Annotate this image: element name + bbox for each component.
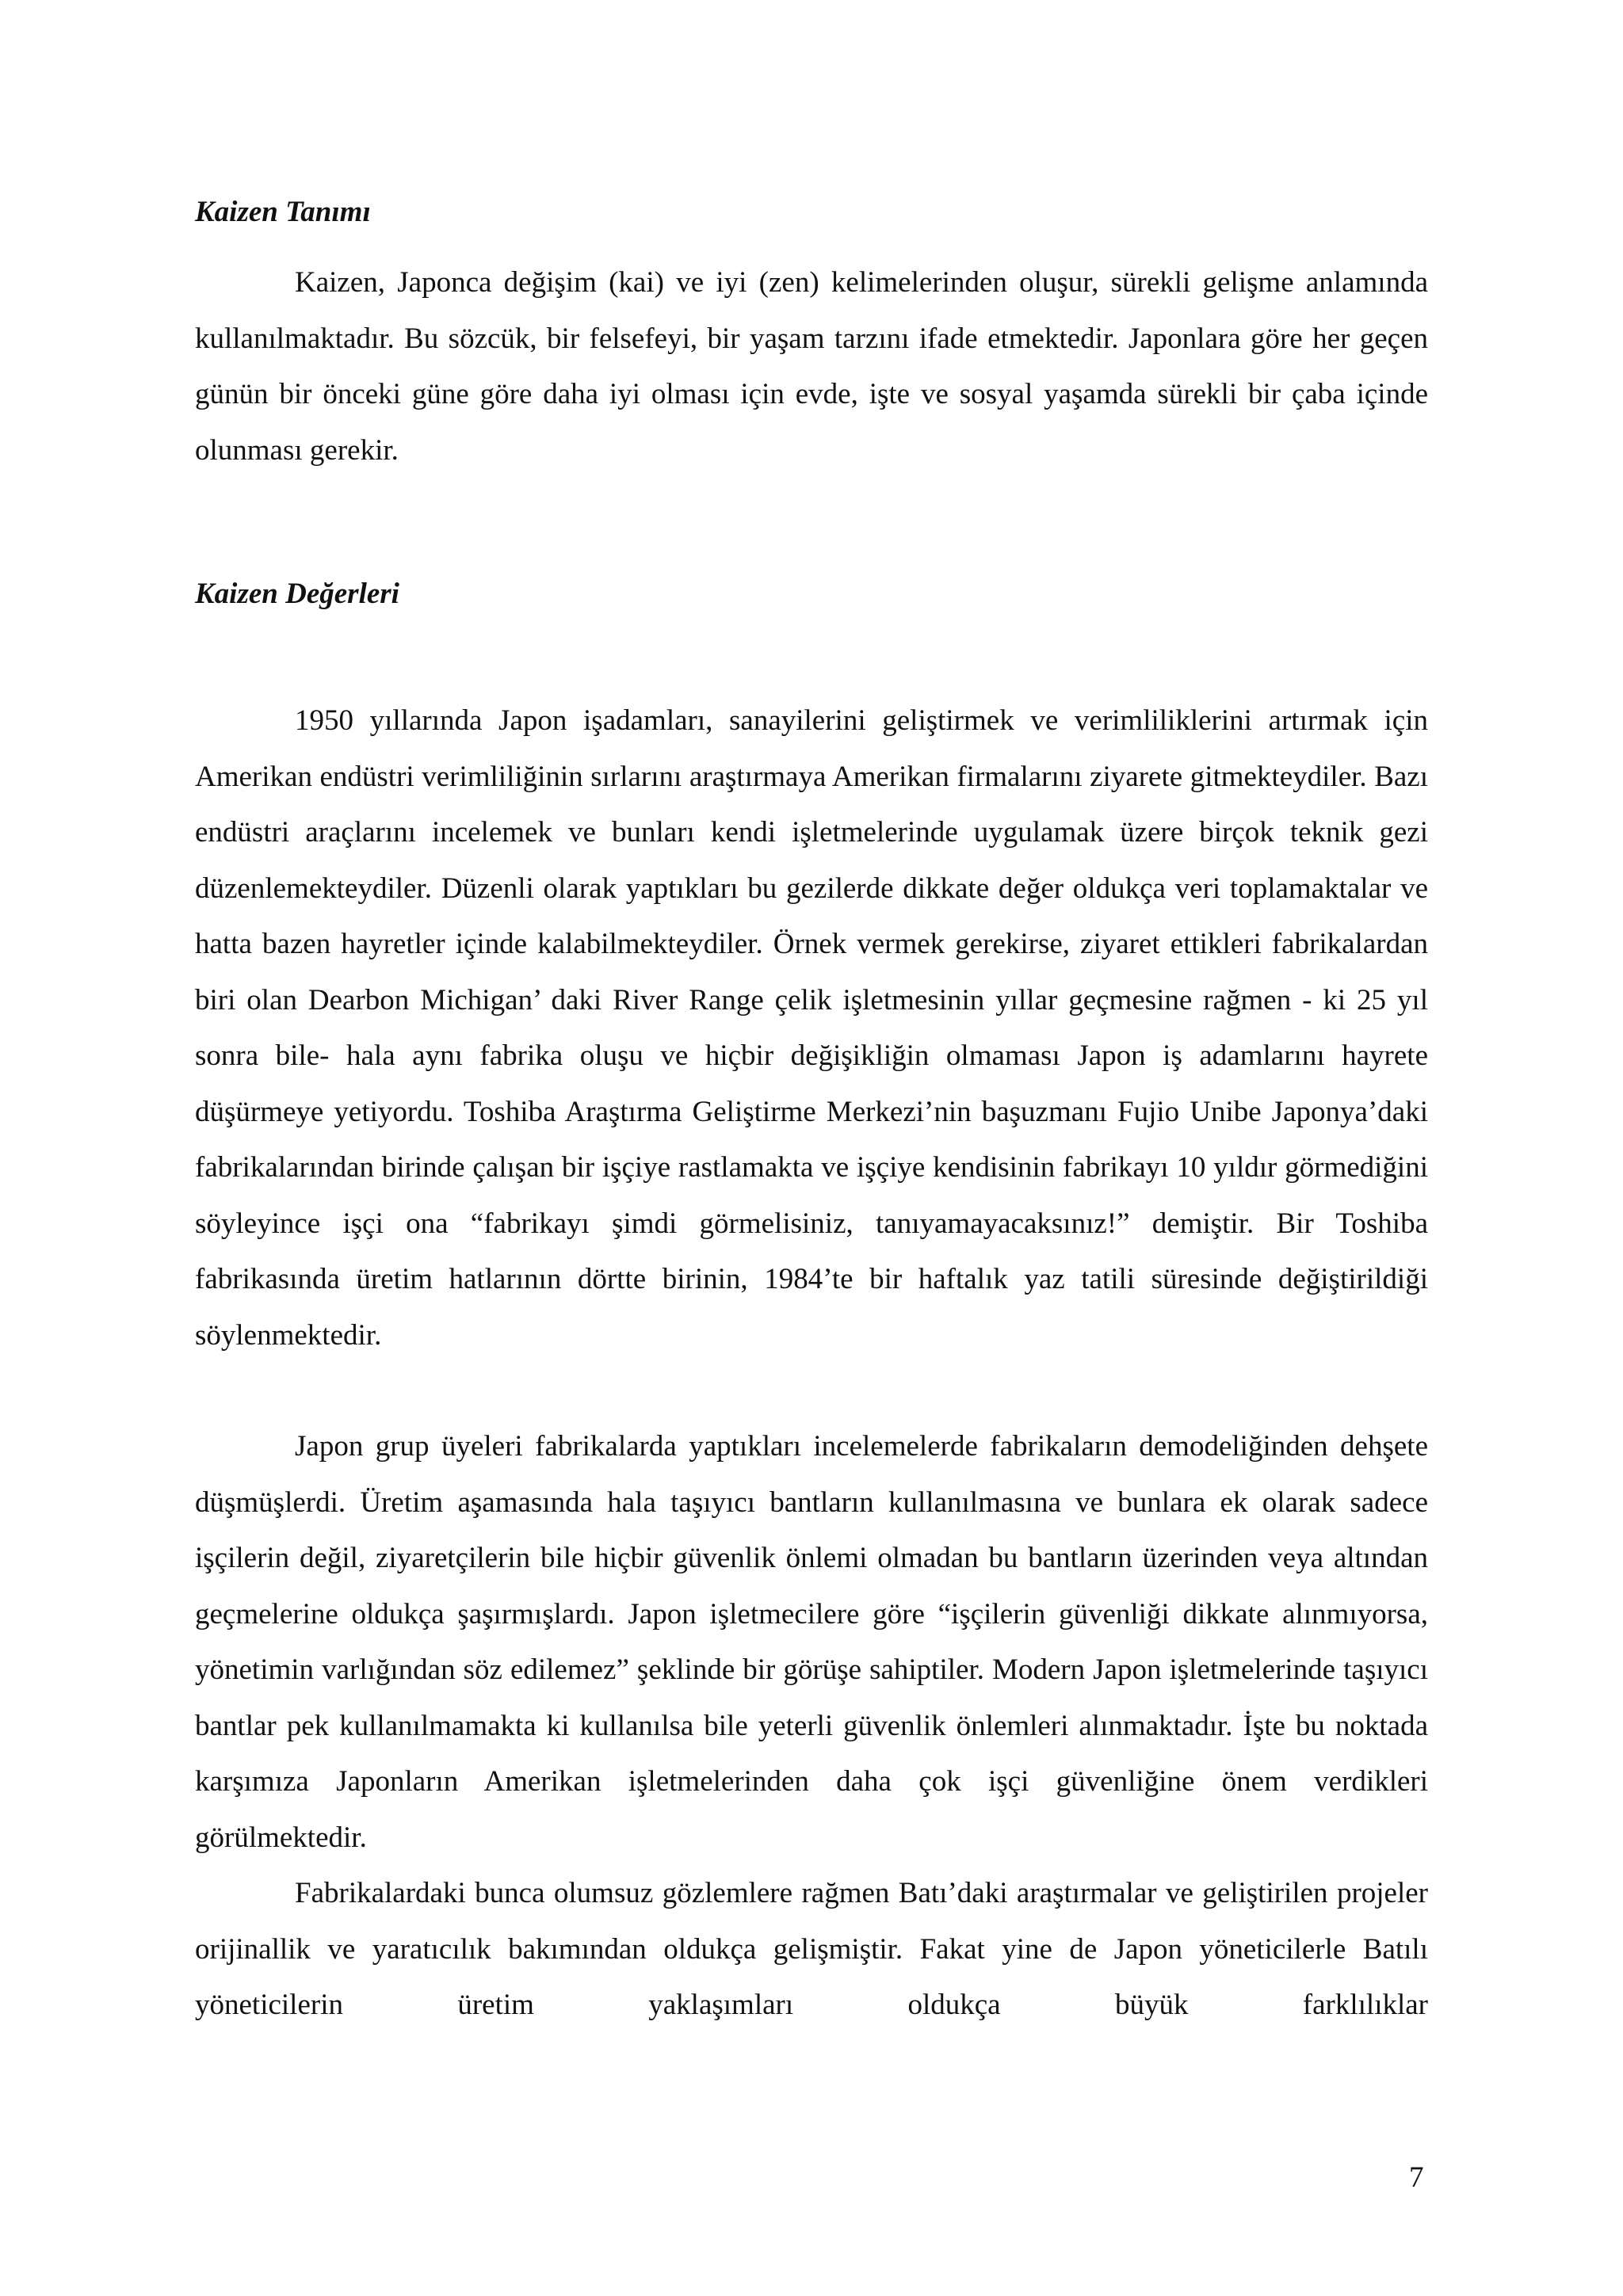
paragraph-kaizen-degerleri-3: Fabrikalardaki bunca olumsuz gözlemlere rağmen Batı’daki araştırmalar ve geliştirilen projeler orijinallik ve yaratıcılık bakımından oldukça gelişmiştir. Fakat yine de Japon yöneticilerle Batılı yöneticilerin üretim yaklaşımları oldukça büyük farklılıklar [195,1877,1428,2021]
paragraph-kaizen-degerleri-1: 1950 yıllarında Japon işadamları, sanayilerini geliştirmek ve verimliliklerini artırmak için Amerikan endüstri verimliliğinin sırlarını araştırmaya Amerikan firmalarını ziyarete gitmekteydiler. Bazı endüstri araçlarını incelemek ve bunları kendi işletmelerinde uygulamak üzere birçok teknik gezi düzenlemekteydiler. Düzenli olarak yaptıkları bu gezilerde dikkate değer oldukça veri toplamaktalar ve hatta bazen hayretler içinde kalabilmekteydiler. Örnek vermek gerekirse, ziyaret ettikleri fabrikalardan biri olan Dearbon Michigan’ daki River Range çelik işletmesinin yıllar geçmesine rağmen - ki 25 yıl sonra bile- hala aynı fabrika oluşu ve hiçbir değişikliğin olmaması Japon iş adamlarını hayrete düşürmeye yetiyordu. Toshiba Araştırma Geliştirme Merkezi’nin başuzmanı Fujio Unibe Japonya’daki fabrikalarından birinde çalışan bir işçiye rastlamakta ve işçiye kendisinin fabrikayı 10 yıldır görmediğini söyleyince işçi ona “fabrikayı şimdi görmelisiniz, tanıyamayacaksınız!” demiştir. Bir Toshiba fabrikasında üretim hatlarının dörtte birinin, 1984’te bir haftalık yaz tatili süresinde değiştirildiği söylenmektedir. [195,704,1428,1352]
paragraph-kaizen-degerleri-2: Japon grup üyeleri fabrikalarda yaptıkları incelemelerde fabrikaların demodeliğinden dehşete düşmüşlerdi. Üretim aşamasında hala taşıyıcı bantların kullanılmasına ve bunlara ek olarak sadece işçilerin değil, ziyaretçilerin bile hiçbir güvenlik önlemi olmadan bu bantların üzerinden veya altından geçmelerine oldukça şaşırmışlardı. Japon işletmecilere göre “işçilerin güvenliği dikkate alınmıyorsa, yönetimin varlığından söz edilemez” şeklinde bir görüşe sahiptiler. Modern Japon işletmelerinde taşıyıcı bantlar pek kullanılmamakta ki kullanılsa bile yeterli güvenlik önlemleri alınmaktadır. İşte bu noktada karşımıza Japonların Amerikan işletmelerinden daha çok işçi güvenliğine önem verdikleri görülmektedir. [195,1430,1428,1854]
section-heading-kaizen-degerleri: Kaizen Değerleri [195,578,399,610]
section-heading-kaizen-tanimi: Kaizen Tanımı [195,196,371,228]
page-number: 7 [1409,2161,1424,2194]
paragraph-kaizen-tanimi: Kaizen, Japonca değişim (kai) ve iyi (zen) kelimelerinden oluşur, sürekli gelişme anlamında kullanılmaktadır. Bu sözcük, bir felsefeyi, bir yaşam tarzını ifade etmektedir. Japonlara göre her geçen günün bir önceki güne göre daha iyi olması için evde, işte ve sosyal yaşamda sürekli bir çaba içinde olunması gerekir. [195,266,1428,467]
